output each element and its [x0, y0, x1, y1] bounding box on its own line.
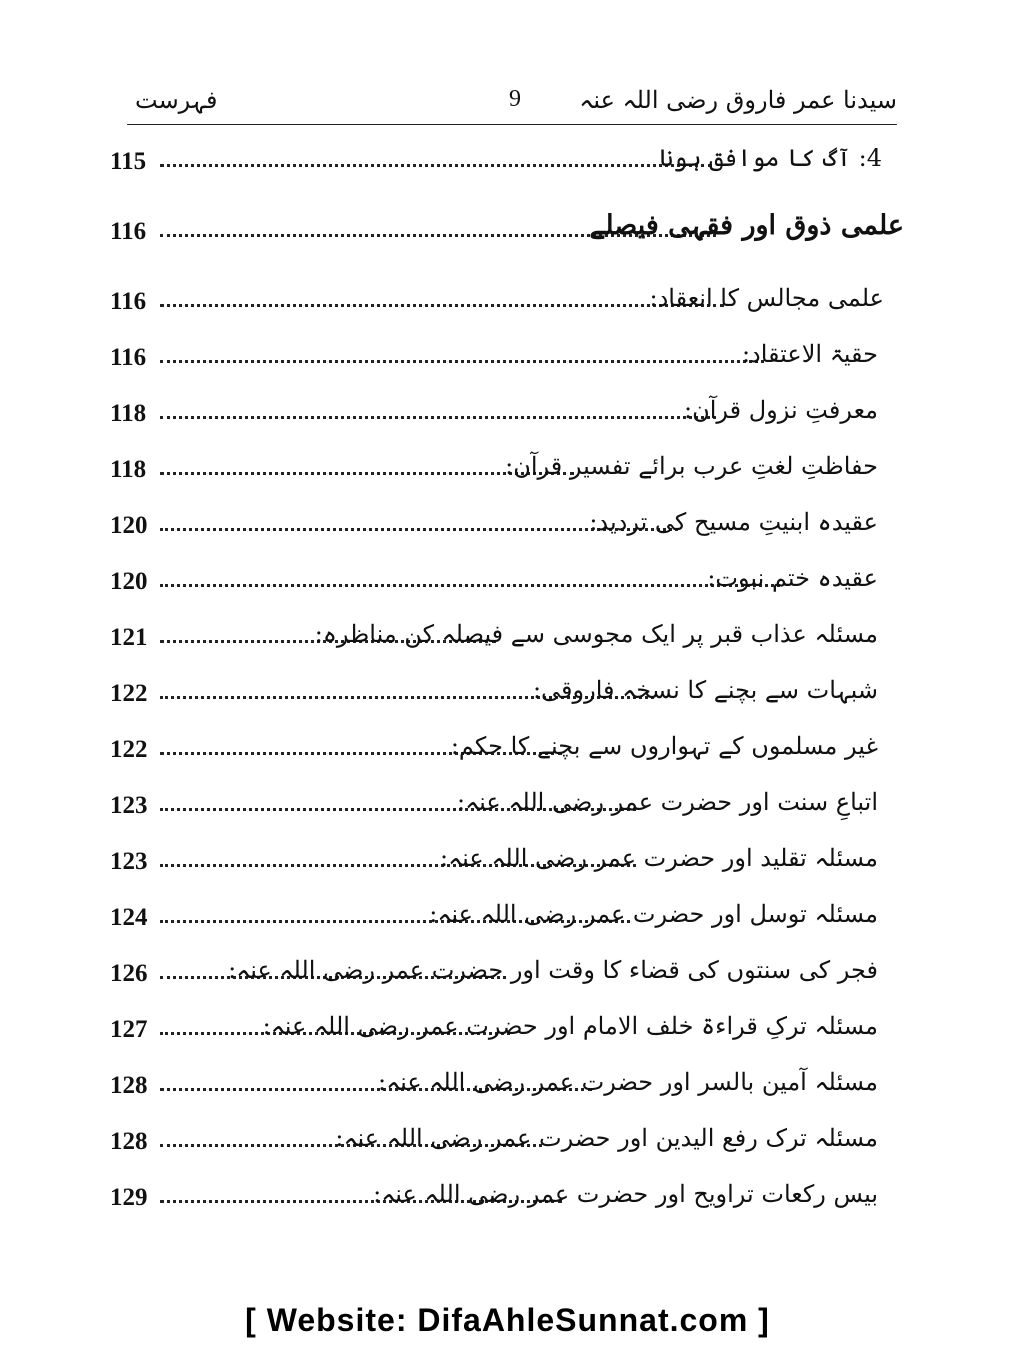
toc-page-number: 116 [110, 344, 147, 371]
toc-entry [110, 340, 878, 380]
toc-page-number: 127 [110, 1016, 148, 1043]
toc-entry [110, 1124, 878, 1164]
toc-entry [110, 1012, 878, 1052]
toc-title: علمی مجالس کا انعقاد: [649, 284, 884, 312]
toc-title: مسئلہ ترک رفع الیدین اور حضرت عمر رضی اللہ عنہ: [335, 1124, 878, 1152]
toc-page-number: 122 [110, 680, 148, 707]
toc-entry [110, 210, 904, 254]
toc-entry [110, 1180, 878, 1220]
toc-page-number: 129 [110, 1184, 148, 1211]
toc-entry [110, 396, 878, 436]
running-header [127, 84, 897, 124]
toc-title: علمی ذوق اور فقہی فیصلے [589, 210, 904, 241]
toc-page-number: 118 [110, 456, 147, 483]
toc-title: غیر مسلموں کے تہواروں سے بچنے کا حکم: [450, 732, 878, 760]
toc-title: حفاظتِ لغتِ عرب برائے تفسیر قرآن: [505, 452, 878, 480]
toc-page-number: 120 [110, 512, 148, 539]
toc-page-number: 116 [110, 288, 147, 315]
toc-entry [110, 732, 878, 772]
toc-page-number: 120 [110, 568, 148, 595]
book-title: سیدنا عمر فاروق رضی اللہ عنہ [579, 86, 897, 114]
toc-leader-dots [160, 416, 716, 419]
toc-leader-dots [160, 164, 712, 167]
toc-page-number: 121 [110, 624, 148, 651]
toc-entry [110, 144, 882, 184]
toc-title: عقیدہ ابنیتِ مسیح کی تردید: [589, 508, 878, 536]
toc-entry [110, 452, 878, 492]
toc-entry [110, 1068, 878, 1108]
toc-title: شبہات سے بچنے کا نسخہ فاروقی: [532, 676, 878, 704]
toc-title: فجر کی سنتوں کی قضاء کا وقت اور حضرت عمر رضی اللہ عنہ: [228, 956, 878, 984]
toc-title: معرفتِ نزول قرآن: [683, 396, 878, 424]
toc-page-number: 124 [110, 904, 148, 931]
toc-title: حقیۃ الاعتقاد: [741, 340, 878, 368]
toc-title: اتباعِ سنت اور حضرت عمر رضی اللہ عنہ: [457, 788, 878, 816]
toc-page-number: 123 [110, 848, 148, 875]
toc-leader-dots [160, 304, 724, 307]
toc-entry [110, 508, 878, 548]
toc-entry [110, 284, 884, 324]
toc-entry [110, 956, 878, 996]
toc-leader-dots [160, 360, 764, 363]
website-footer: [ Website: DifaAhleSunnat.com ] [245, 1302, 770, 1338]
toc-page-number: 115 [110, 148, 147, 175]
toc-title: مسئلہ تقلید اور حضرت عمر رضی اللہ عنہ: [440, 844, 878, 872]
toc-entry [110, 676, 878, 716]
header-divider [127, 124, 897, 125]
toc-page-number: 123 [110, 792, 148, 819]
toc-entry [110, 900, 878, 940]
toc-page-number: 122 [110, 736, 148, 763]
toc-page-number: 128 [110, 1128, 148, 1155]
toc-title: مسئلہ توسل اور حضرت عمر رضی اللہ عنہ: [429, 900, 878, 928]
toc-title: مسئلہ ترکِ قراءۃ خلف الامام اور حضرت عمر رضی اللہ عنہ: [262, 1012, 878, 1040]
toc-title: 4: آگ کا موافق ہونا [659, 144, 882, 172]
toc-title: عقیدہ ختم نبوت: [707, 564, 878, 592]
toc-page-number: 128 [110, 1072, 148, 1099]
toc-title: مسئلہ آمین بالسر اور حضرت عمر رضی اللہ عنہ: [378, 1068, 878, 1096]
toc-entry [110, 844, 878, 884]
toc-leader-dots [160, 584, 780, 587]
toc-entry [110, 564, 878, 604]
section-name: فہرست [135, 86, 218, 114]
toc-entry [110, 788, 878, 828]
toc-title: بیس رکعات تراویح اور حضرت عمر رضی اللہ عنہ: [373, 1180, 878, 1208]
toc-page-number: 118 [110, 400, 147, 427]
toc-title: مسئلہ عذاب قبر پر ایک مجوسی سے فیصلہ کن مناظرہ: [314, 620, 878, 648]
page-number: 9 [509, 86, 521, 112]
toc-entry [110, 620, 878, 660]
toc-page-number: 116 [110, 218, 147, 245]
toc-page-number: 126 [110, 960, 148, 987]
